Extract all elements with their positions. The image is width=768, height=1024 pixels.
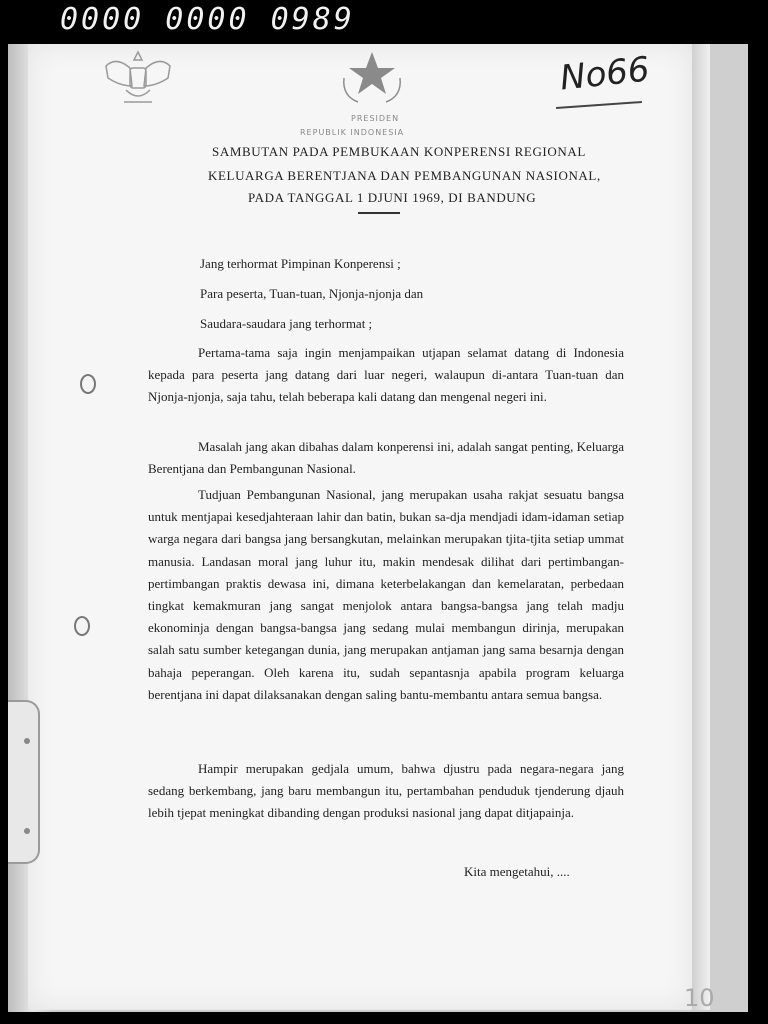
page-right-edge <box>692 44 710 1010</box>
clip-rivet-top <box>24 738 30 744</box>
microfilm-frame-number: 0000 0000 0989 <box>60 2 355 37</box>
salutation-line-1: Jang terhormat Pimpinan Konperensi ; <box>200 256 401 271</box>
handwritten-document-number: No66 <box>558 49 652 99</box>
salutation-line-2: Para peserta, Tuan-tuan, Njonja-njonja dan <box>200 286 424 301</box>
paragraph-2: Masalah jang akan dibahas dalam konperensi ini, adalah sangat penting, Keluarga Berentjana dan Pembangunan Nasional. <box>148 439 624 477</box>
paragraph-3: Tudjuan Pembangunan Nasional, jang merupakan usaha rakjat sesuatu bangsa untuk mentjapai kesedjahteraan lahir dan batin, bukan sa-dja mendjadi idam-idaman setiap warga negara dari bangsa jang bersangkutan, melainkan merupakan tjita-tjita setiap ummat manusia. Landasan moral jang luhur itu, makin mendesak dilihat dari pertimbangan-pertimbangan praktis dewasa ini, dimana keterbelakangan dan kemelaratan, perbedaan tingkat kemakmuran jang sangat menjolok antara bangsa-bangsa jang telah madju ekonominja dengan bangsa-bangsa jang sedang mulai membangun dirinja, merupakan salah satu sumber ketegangan dunia, jang merupakan antjaman jang sama besarnja dengan bahaja peperangan. Oleh karena itu, sudah sepantasnja apabila program keluarga berentjana ini dapat dilaksanakan dengan saling bantu-membantu antara semua bangsa. <box>148 487 624 702</box>
paragraph-4: Hampir merupakan gedjala umum, bahwa djustru pada negara-negara jang sedang berkembang, jang baru membangun itu, pertambahan penduduk tjenderung djauh lebih tjepat meningkat dibanding dengan produksi nasional jang dapat ditjapainja. <box>148 761 624 821</box>
office-line-republic: REPUBLIK INDONESIA <box>300 128 405 137</box>
garuda-emblem-icon <box>96 46 180 112</box>
star-emblem-icon <box>334 44 410 106</box>
closing-continuation: Kita mengetahui, .... <box>464 864 570 879</box>
binder-clip <box>8 700 40 864</box>
title-line-2: KELUARGA BERENTJANA DAN PEMBANGUNAN NASIONAL, <box>208 168 601 183</box>
title-divider <box>358 212 400 214</box>
paragraph-1: Pertama-tama saja ingin menjampaikan utjapan selamat datang di Indonesia kepada para peserta jang datang dari luar negeri, walaupun di-antara Tuan-tuan dan Njonja-njonja, saja tahu, telah beberapa kali datang dan mengenal negeri ini. <box>148 345 624 405</box>
salutation-line-3: Saudara-saudara jang terhormat ; <box>200 316 373 331</box>
title-line-1: SAMBUTAN PADA PEMBUKAAN KONPERENSI REGIONAL <box>212 144 586 159</box>
title-line-3: PADA TANGGAL 1 DJUNI 1969, DI BANDUNG <box>248 190 537 205</box>
punch-hole-middle <box>74 616 90 636</box>
clip-rivet-bottom <box>24 828 30 834</box>
frame-mark: 10 <box>684 984 715 1012</box>
punch-hole-top <box>80 374 96 394</box>
office-line-president: PRESIDEN <box>351 114 400 123</box>
